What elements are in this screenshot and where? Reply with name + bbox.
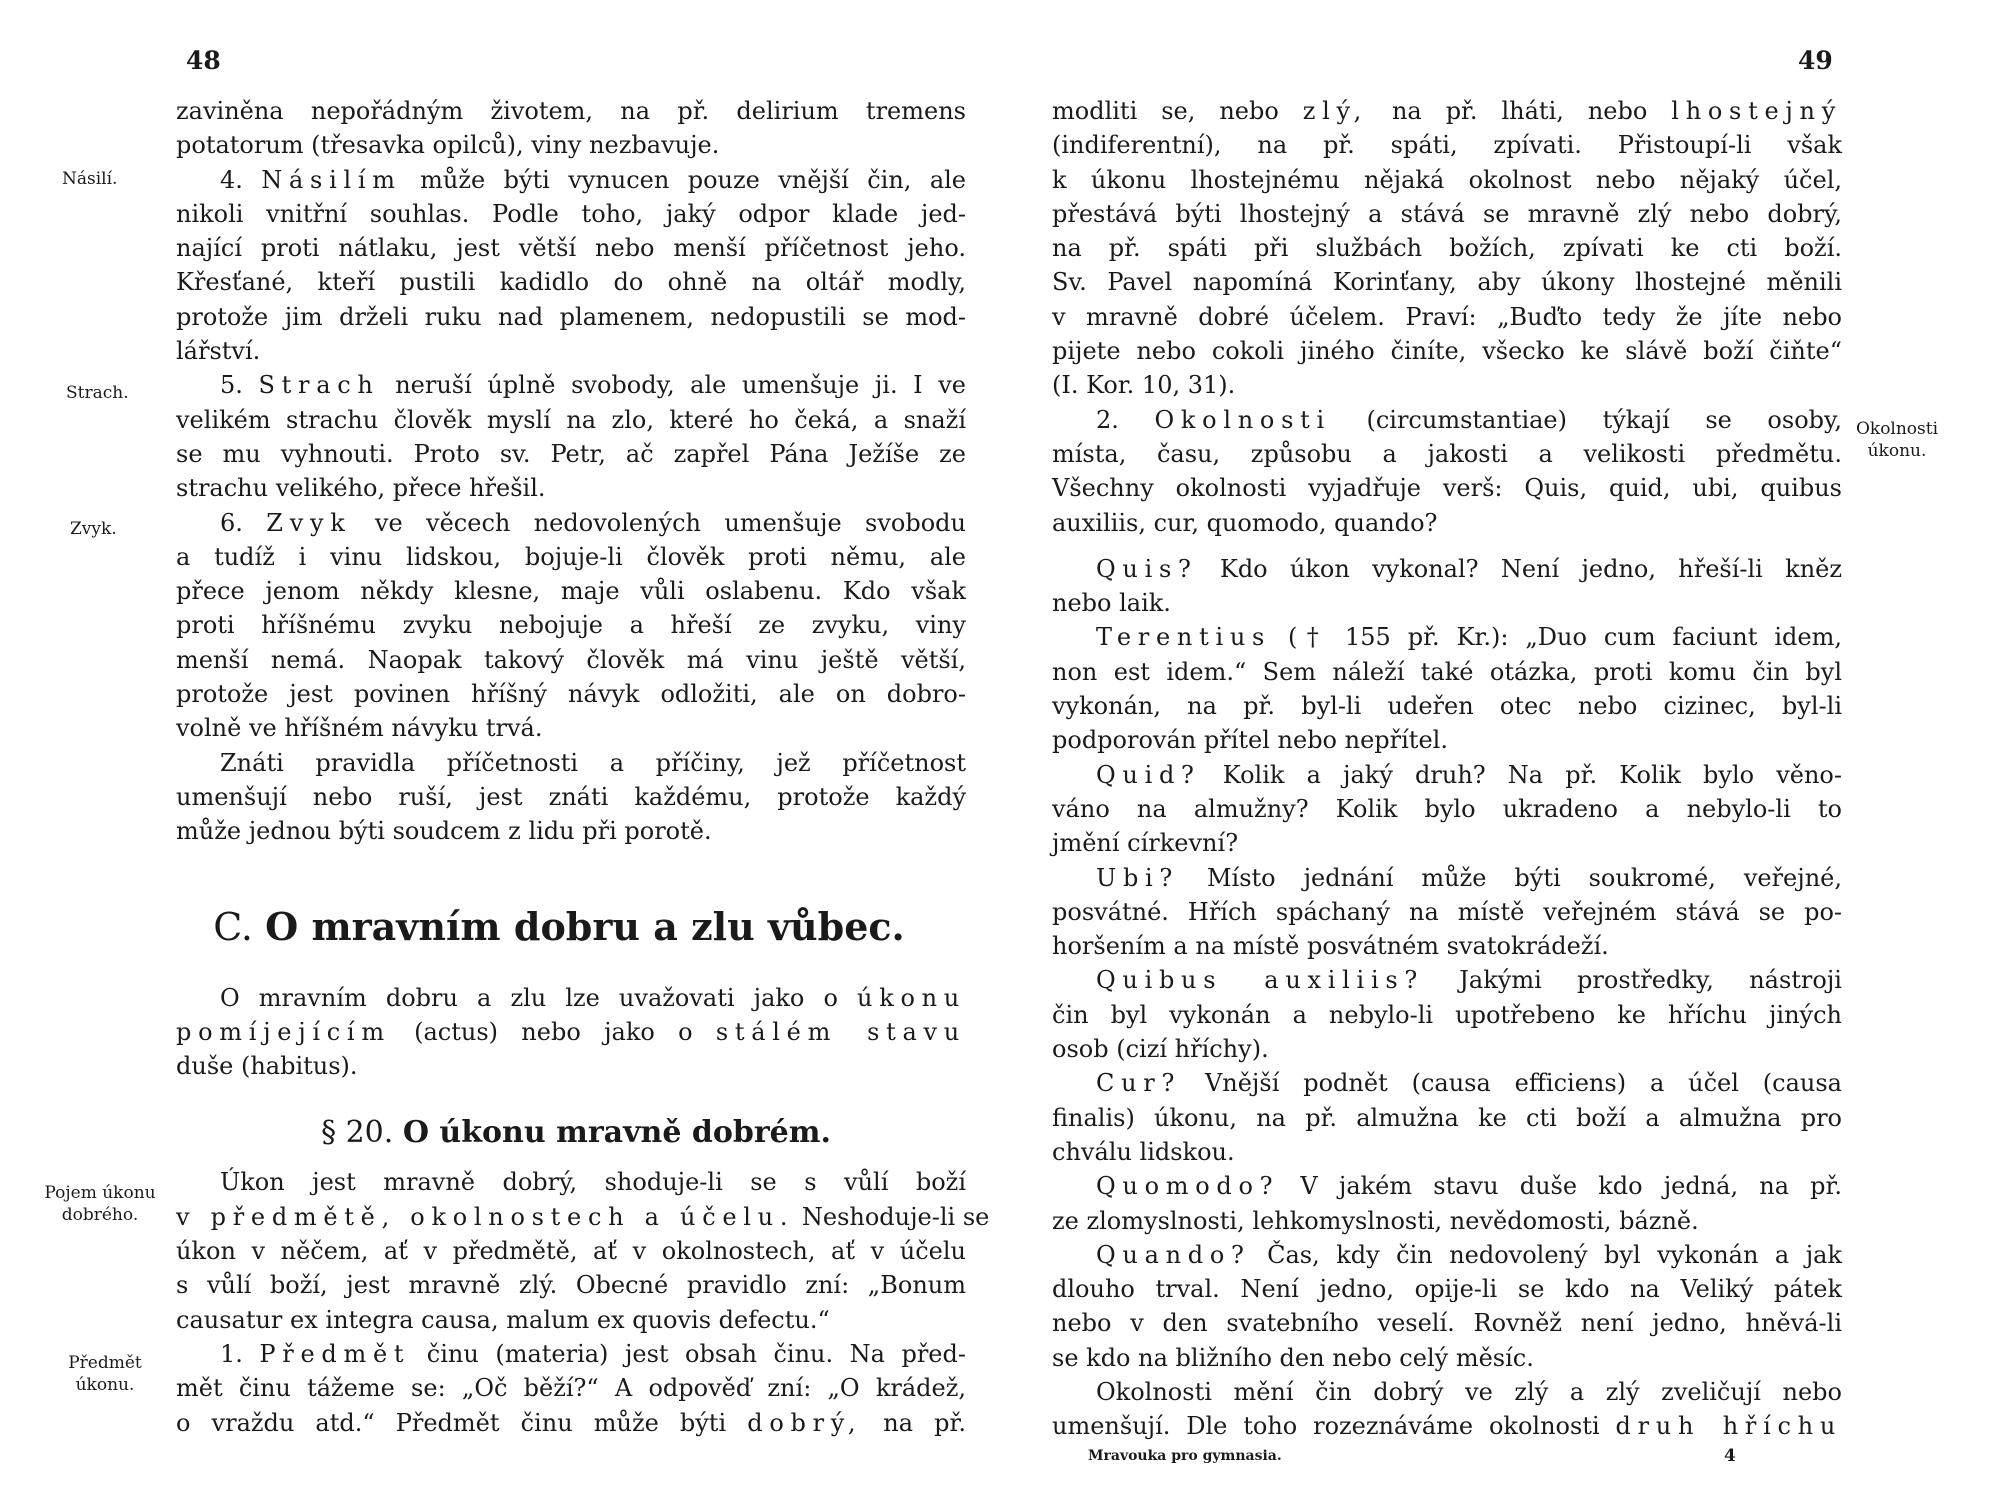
paragraph-predmet: 1. Předmět činu (materia) jest obsah činu. Na před- xyxy=(220,1339,966,1368)
margin-note-zvyk: Zvyk. xyxy=(70,519,117,539)
text-line: dlouho trval. Není jedno, opije-li se kdo na Veliký pátek xyxy=(1052,1275,1842,1304)
text-line: non est idem.“ Sem náleží také otázka, proti komu čin byl xyxy=(1052,657,1842,686)
paragraph-zvyk: 6. Zvyk ve věcech nedovolených umenšuje svobodu xyxy=(220,508,967,537)
text-line: přestává býti lhostejný a stává se mravně zlý nebo dobrý, xyxy=(1052,199,1842,228)
paragraph-quis: Quis? Kdo úkon vykonal? Není jedno, hřeší-li kněz xyxy=(1096,554,1842,583)
paragraph-ubi: Ubi? Místo jednání může býti soukromé, veřejné, xyxy=(1096,863,1842,892)
text-line: se kdo na bližního den nebo celý měsíc. xyxy=(1052,1343,1534,1372)
paragraph-quid: Quid? Kolik a jaký druh? Na př. Kolik bylo věno- xyxy=(1096,760,1842,789)
paragraph-okolnosti: 2. Okolnosti (circumstantiae) týkají se osoby, xyxy=(1096,405,1843,434)
text-line: (I. Kor. 10, 31). xyxy=(1052,371,1236,400)
text-line: může jednou býti soudcem z lidu při porotě. xyxy=(176,817,712,846)
text-line: jmění církevní? xyxy=(1052,829,1239,858)
text-line: a tudíž i vinu lidskou, bojuje-li člověk proti němu, ale xyxy=(176,542,966,571)
margin-note-okolnosti: Okolnosti úkonu. xyxy=(1855,419,1939,461)
text-line: osob (cizí hříchy). xyxy=(1052,1035,1269,1064)
text-line: úkon v něčem, ať v předmětě, ať v okolnostech, ať v účelu xyxy=(176,1237,966,1266)
text-line: potatorum (třesavka opilců), viny nezbavuje. xyxy=(176,131,720,160)
paragraph-quando: Quando? Čas, kdy čin nedovolený byl vykonán a jak xyxy=(1096,1240,1842,1269)
section-heading: C. O mravním dobru a zlu vůbec. xyxy=(213,903,905,949)
section-subheading: § 20. O úkonu mravně dobrém. xyxy=(321,1115,831,1151)
text-line: duše (habitus). xyxy=(176,1052,358,1081)
text-line: nebo v den svatebního veselí. Rovněž není jedno, hněvá-li xyxy=(1052,1309,1842,1338)
text-line: místa, času, způsobu a jakosti a velikosti předmětu. xyxy=(1052,439,1842,468)
text-line: Znáti pravidla příčetnosti a příčiny, jež příčetnost xyxy=(220,748,966,777)
text-line: váno na almužny? Kolik bylo ukradeno a nebylo-li to xyxy=(1052,794,1842,823)
text-line: protože jim drželi ruku nad plamenem, nedopustili se mod- xyxy=(176,302,966,331)
text-line: auxiliis, cur, quomodo, quando? xyxy=(1052,508,1438,537)
text-line: nebo laik. xyxy=(1052,589,1171,618)
paragraph-terentius: Terentius († 155 př. Kr.): „Duo cum faciunt idem, xyxy=(1096,623,1842,652)
text-line: v mravně dobré účelem. Praví: „Buďto tedy že jíte nebo xyxy=(1052,302,1842,331)
paragraph-nasili: 4. Násilím může býti vynucen pouze vnější čin, ale xyxy=(220,165,966,194)
text-line: finalis) úkonu, na př. almužna ke cti boží a almužna pro xyxy=(1052,1103,1842,1132)
text-line: Křesťané, kteří pustili kadidlo do ohně na oltář modly, xyxy=(176,268,966,297)
paragraph-intro: O mravním dobru a zlu lze uvažovati jako o úkonu xyxy=(220,983,966,1012)
text-line: lářství. xyxy=(176,337,261,366)
text-line: Sv. Pavel napomíná Korinťany, aby úkony lhostejné měnili xyxy=(1052,268,1842,297)
text-line: s vůlí boží, jest mravně zlý. Obecné pravidlo zní: „Bonum xyxy=(176,1271,966,1300)
text-line: na př. spáti při službách božích, zpívati ke cti boží. xyxy=(1052,234,1842,263)
right-page xyxy=(996,0,1992,1500)
right-text-column xyxy=(1052,94,1842,1444)
margin-note-pojem: Pojem úkonu dobrého. xyxy=(44,1183,156,1225)
text-line: přece jenom někdy klesne, maje vůli oslabenu. Kdo však xyxy=(176,577,966,606)
text-line: v předmětě, okolnostech a účelu. Neshoduje-li se xyxy=(176,1202,990,1231)
text-line: causatur ex integra causa, malum ex quovis defectu.“ xyxy=(176,1305,830,1334)
text-line: mět činu tážeme se: „Oč běží?“ A odpověď zní: „O krádež, xyxy=(176,1374,966,1403)
text-line: horšením a na místě posvátném svatokrádeží. xyxy=(1052,932,1609,961)
paragraph-strach: 5. Strach neruší úplně svobody, ale umenšuje ji. I ve xyxy=(220,371,966,400)
page-number: 49 xyxy=(1798,46,1833,75)
text-line: (indiferentní), na př. spáti, zpívati. Přistoupí-li však xyxy=(1052,131,1842,160)
page-number: 48 xyxy=(186,46,221,75)
paragraph-cur: Cur? Vnější podnět (causa efficiens) a účel (causa xyxy=(1096,1069,1842,1098)
margin-note-nasili: Násilí. xyxy=(62,169,118,189)
text-line: k úkonu lhostejnému nějaká okolnost nebo nějaký účel, xyxy=(1052,165,1842,194)
text-line: o vraždu atd.“ Předmět činu může býti dobrý, na př. xyxy=(176,1408,966,1437)
paragraph-ukon: Úkon jest mravně dobrý, shoduje-li se s vůlí boží xyxy=(220,1168,966,1197)
text-line: zaviněna nepořádným životem, na př. delirium tremens xyxy=(176,97,966,125)
paragraph-quomodo: Quomodo? V jakém stavu duše kdo jedná, na př. xyxy=(1096,1172,1842,1201)
text-line: chválu lidskou. xyxy=(1052,1137,1235,1166)
paragraph-last: Okolnosti mění čin dobrý ve zlý a zlý zveličují nebo xyxy=(1096,1377,1842,1406)
text-line: velikém strachu člověk myslí na zlo, které ho čeká, a snaží xyxy=(176,405,966,434)
text-line: vykonán, na př. byl-li udeřen otec nebo cizinec, byl-li xyxy=(1052,692,1842,721)
text-line: podporován přítel nebo nepřítel. xyxy=(1052,726,1448,755)
paragraph-quibus: Quibus auxiliis? Jakými prostředky, nástroji xyxy=(1096,966,1842,995)
text-line: ze zlomyslnosti, lehkomyslnosti, nevědomosti, bázně. xyxy=(1052,1206,1699,1235)
text-line: nikoli vnitřní souhlas. Podle toho, jaký odpor klade jed- xyxy=(176,199,966,228)
text-line: umenšují nebo ruší, jest znáti každému, protože každý xyxy=(176,782,966,811)
text-line: Všechny okolnosti vyjadřuje verš: Quis, quid, ubi, quibus xyxy=(1052,474,1842,503)
margin-note-predmet: Předmět úkonu. xyxy=(68,1353,142,1395)
text-line: strachu velikého, přece hřešil. xyxy=(176,474,546,503)
margin-note-strach: Strach. xyxy=(66,383,129,403)
text-line: nající proti nátlaku, jest větší nebo menší příčetnost jeho. xyxy=(176,234,966,263)
text-line: protože jest povinen hříšný návyk odložiti, ale on dobro- xyxy=(176,680,966,709)
text-line: pomíjejícím (actus) nebo jako o stálém stavu xyxy=(176,1017,966,1046)
text-line: posvátné. Hřích spáchaný na místě veřejném stává se po- xyxy=(1052,897,1842,926)
text-line: menší nemá. Naopak takový člověk má vinu ještě větší, xyxy=(176,645,966,674)
text-line: volně ve hříšném návyku trvá. xyxy=(176,714,543,743)
text-line: pijete nebo cokoli jiného činíte, všecko ke slávě boží čiňte“ xyxy=(1052,337,1842,366)
text-line: umenšují. Dle toho rozeznáváme okolnosti druh hříchu xyxy=(1052,1412,1843,1441)
left-text-column xyxy=(176,94,990,1440)
text-line: modliti se, nebo zlý, na př. lháti, nebo lhostejný xyxy=(1052,97,1842,125)
text-line: čin byl vykonán a nebylo-li upotřebeno ke hříchu jiných xyxy=(1052,1000,1842,1029)
text-line: proti hříšnému zvyku nebojuje a hřeší ze zvyku, viny xyxy=(176,611,966,640)
footer-signature: Mravouka pro gymnasia. xyxy=(1088,1448,1282,1464)
text-line: se mu vyhnouti. Proto sv. Petr, ač zapřel Pána Ježíše ze xyxy=(176,439,966,468)
footer-sheet-number: 4 xyxy=(1724,1446,1736,1466)
